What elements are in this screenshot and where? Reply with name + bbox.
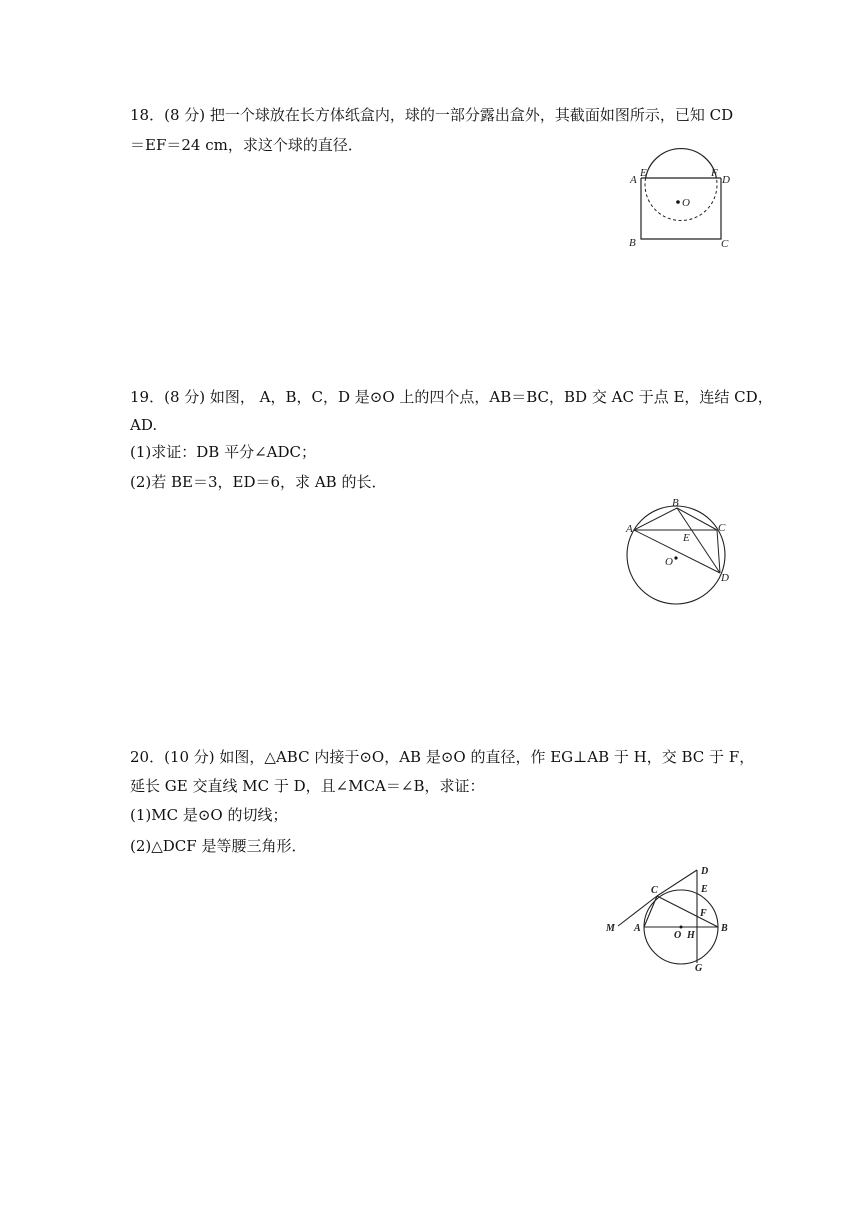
q20-label-D: D <box>701 866 709 877</box>
q18-label-F: F <box>711 167 718 179</box>
q20-figure <box>600 860 740 980</box>
q20-text-line-1: 20．(10 分) 如图，△ABC 内接于⊙O，AB 是⊙O 的直径，作 EG⊥AB 于 H，交 BC 于 F， <box>130 748 755 766</box>
q19-text-line-3: (1)求证：DB 平分∠ADC； <box>130 443 316 461</box>
q20-text-line-3: (1)MC 是⊙O 的切线； <box>130 806 288 824</box>
q19-label-B: B <box>672 497 679 509</box>
q20-label-G: G <box>695 963 703 974</box>
q18-figure <box>620 158 740 254</box>
q20-label-F: F <box>700 908 707 919</box>
q19-text-line-2: AD. <box>130 416 158 434</box>
q18-label-E: E <box>640 167 647 179</box>
q18-label-O: O <box>682 197 690 209</box>
q20-label-H: H <box>687 930 695 941</box>
q19-label-E: E <box>683 532 690 544</box>
q19-label-C: C <box>718 522 726 534</box>
q20-label-A: A <box>634 923 641 934</box>
q18-label-D: D <box>722 174 730 186</box>
q18-label-A: A <box>630 174 637 186</box>
q19-text-line-1: 19．(8 分) 如图， A，B，C，D 是⊙O 上的四个点，AB＝BC，BD 交 AC 于点 E，连结 CD， <box>130 388 773 406</box>
q19-label-O: O <box>665 556 673 568</box>
q18-text-line-1: 18．(8 分) 把一个球放在长方体纸盒内，球的一部分露出盒外，其截面如图所示，已知 CD <box>130 106 734 124</box>
q20-label-B: B <box>721 923 728 934</box>
q18-label-B: B <box>629 237 636 249</box>
q20-label-O: O <box>674 930 682 941</box>
q20-text-line-4: (2)△DCF 是等腰三角形． <box>130 837 307 855</box>
q20-label-C: C <box>651 885 658 896</box>
q18-text-line-2: ＝EF＝24 cm，求这个球的直径． <box>130 136 363 154</box>
q20-label-E: E <box>701 884 708 895</box>
q19-label-D: D <box>721 572 729 584</box>
q19-text-line-4: (2)若 BE＝3，ED＝6，求 AB 的长． <box>130 473 387 491</box>
q19-figure <box>620 495 740 611</box>
q19-label-A: A <box>626 523 633 535</box>
q18-label-C: C <box>721 238 729 250</box>
q20-label-M: M <box>606 923 615 934</box>
q20-text-line-2: 延长 GE 交直线 MC 于 D，且∠MCA＝∠B，求证： <box>130 777 485 795</box>
